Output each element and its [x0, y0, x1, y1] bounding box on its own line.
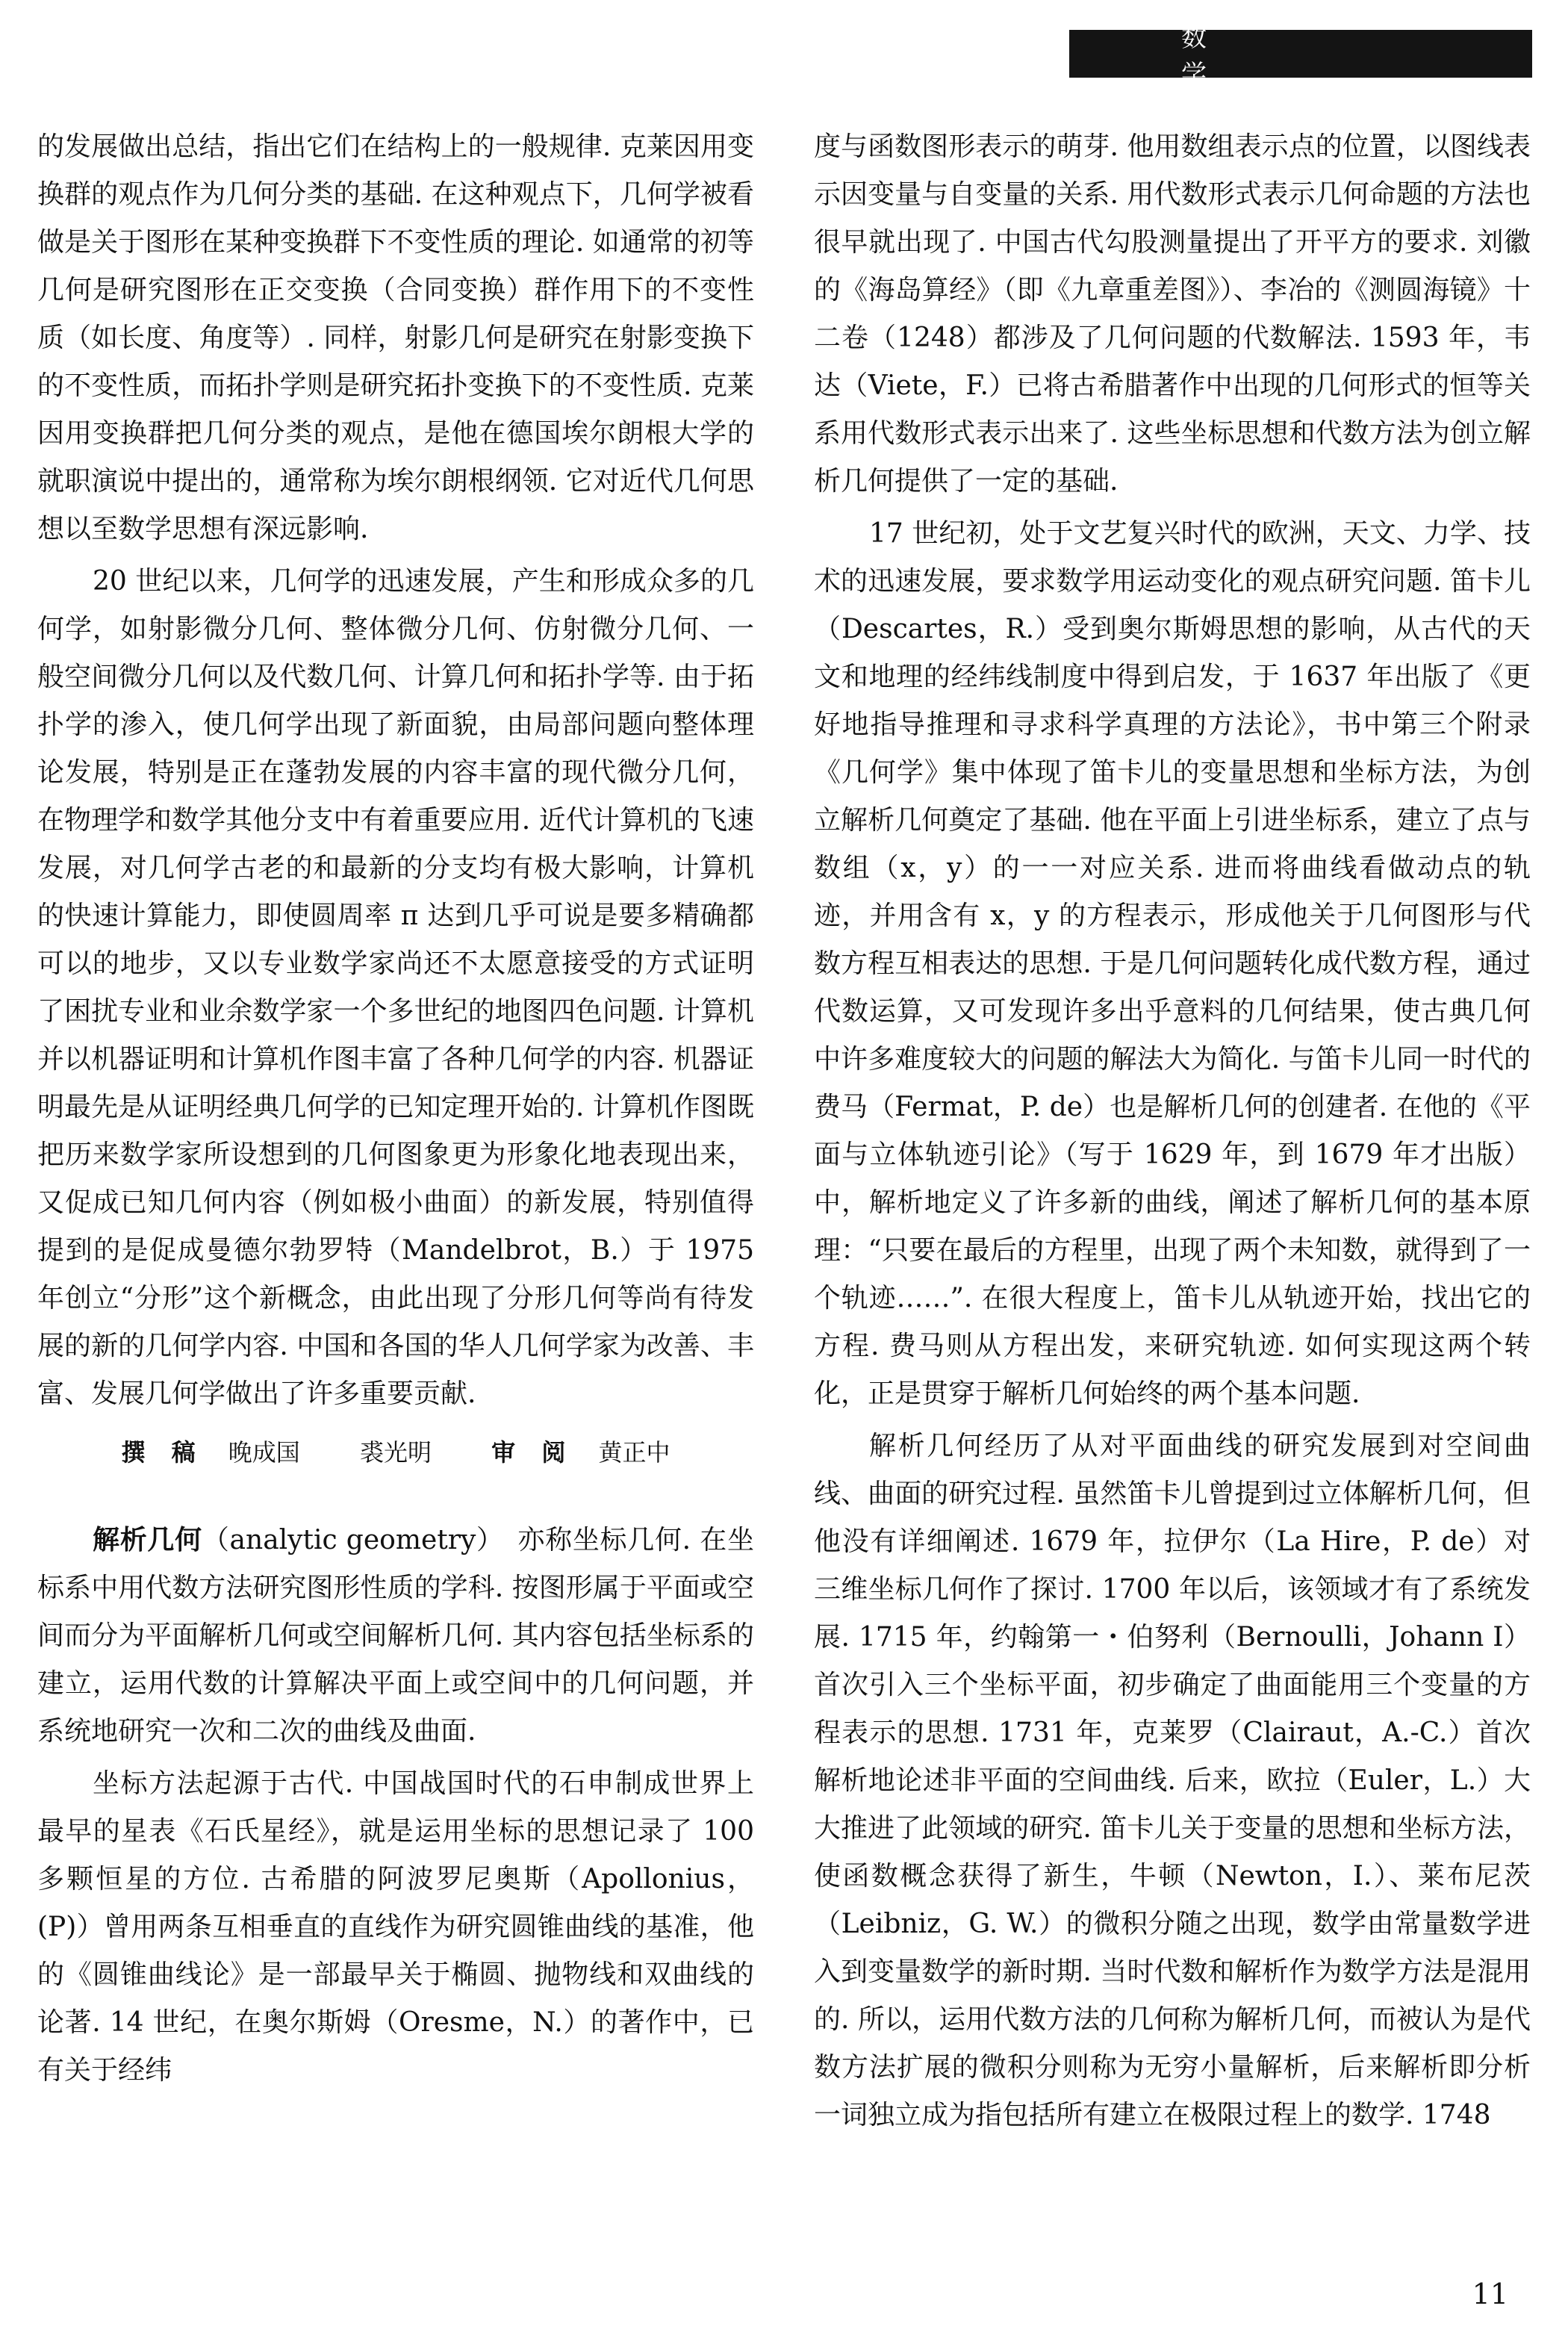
paragraph-20th-century: 20 世纪以来，几何学的迅速发展，产生和形成众多的几何学，如射影微分几何、整体微分几何、仿射微分几何、一般空间微分几何以及代数几何、计算几何和拓扑学等. 由于拓扑学的渗入，使几何学出现了新面貌，由局部问题向整体理论发展，特别是正在蓬勃发展的内容丰富的现代微分几何，在物理学和数学其他分支中有着重要应用. 近代计算机的飞速发展，对几何学古老的和最新的分支均有极大影响，计算机的快速计算能力，即使圆周率 π 达到几乎可说是要多精确都可以的地步，又以专业数学家尚还不太愿意接受的方式证明了困扰专业和业余数学家一个多世纪的地图四色问题. 计算机并以机器证明和计算机作图丰富了各种几何学的内容. 机器证明最先是从证明经典几何学的已知定理开始的. 计算机作图既把历来数学家所设想到的几何图象更为形象化地表现出来，又促成已知几何内容（例如极小曲面）的新发展，特别值得提到的是促成曼德尔勃罗特（Mandelbrot，B.）于 1975 年创立“分形”这个新概念，由此出现了分形几何等尚有待发展的新的几何学内容. 中国和各国的华人几何学家为改善、丰富、发展几何学做出了许多重要贡献. [37, 566, 754, 1409]
reviewer-name: 黄正中 [598, 1438, 671, 1467]
entry-title: 解析几何 [93, 1525, 202, 1555]
credits-line [37, 1429, 754, 1476]
author-name: 晚成国 [228, 1438, 300, 1467]
entry-intro-paragraph [37, 1517, 754, 1756]
right-column [814, 123, 1531, 2251]
section-title: 数 学 [1181, 23, 1456, 90]
paragraph-coordinate-origins: 坐标方法起源于古代. 中国战国时代的石申制成世界上最早的星表《石氏星经》，就是运用坐标的思想记录了 100 多颗恒星的方位. 古希腊的阿波罗尼奥斯（Apollonius，(P)）曾用两条互相垂直的直线作为研究圆锥曲线的基准，他的《圆锥曲线论》是一部最早关于椭圆、抛物线和双曲线的论著. 14 世纪，在奥尔斯姆（Oresme，N.）的著作中，已有关于经纬 [37, 1768, 754, 2086]
paragraph-continued: 的发展做出总结，指出它们在结构上的一般规律. 克莱因用变换群的观点作为几何分类的基础. 在这种观点下，几何学被看做是关于图形在某种变换群下不变性质的理论. 如通常的初等几何是研究图形在正交变换（合同变换）群作用下的不变性质（如长度、角度等）. 同样，射影几何是研究在射影变换下的不变性质，而拓扑学则是研究拓扑变换下的不变性质. 克莱因用变换群把几何分类的观点，是他在德国埃尔朗根大学的就职演说中提出的，通常称为埃尔朗根纲领. 它对近代几何思想以至数学思想有深远影响. [37, 131, 754, 544]
page-number: 11 [1472, 2278, 1508, 2310]
author-name: 裘光明 [359, 1438, 432, 1467]
entry-intro-text: （analytic geometry） 亦称坐标几何. 在坐标系中用代数方法研究图形性质的学科. 按图形属于平面或空间而分为平面解析几何或空间解析几何. 其内容包括坐标系的建立，运用代数的计算解决平面上或空间中的几何问题，并系统地研究一次和二次的曲线及曲面. [37, 1525, 754, 1747]
section-header-bar [1069, 23, 1532, 90]
left-column [37, 123, 754, 2251]
paragraph-17th-century: 17 世纪初，处于文艺复兴时代的欧洲，天文、力学、技术的迅速发展，要求数学用运动变化的观点研究问题. 笛卡儿（Descartes，R.）受到奥尔斯姆思想的影响，从古代的天文和地理的经纬线制度中得到启发，于 1637 年出版了《更好地指导推理和寻求科学真理的方法论》，书中第三个附录《几何学》集中体现了笛卡儿的变量思想和坐标方法，为创立解析几何奠定了基础. 他在平面上引进坐标系，建立了点与数组（x，y）的一一对应关系. 进而将曲线看做动点的轨迹，并用含有 x，y 的方程表示，形成他关于几何图形与代数方程互相表达的思想. 于是几何问题转化成代数方程，通过代数运算，又可发现许多出乎意料的几何结果，使古典几何中许多难度较大的问题的解法大为简化. 与笛卡儿同一时代的费马（Fermat，P. de）也是解析几何的创建者. 在他的《平面与立体轨迹引论》（写于 1629 年，到 1679 年才出版）中，解析地定义了许多新的曲线，阐述了解析几何的基本原理：“只要在最后的方程里，出现了两个未知数，就得到了一个轨迹……”. 在很大程度上，笛卡儿从轨迹开始，找出它的方程. 费马则从方程出发，来研究轨迹. 如何实现这两个转化，正是贯穿于解析几何始终的两个基本问题. [814, 518, 1531, 1409]
written-by-label: 撰 稿 [121, 1438, 205, 1467]
paragraph-spatial-geometry: 解析几何经历了从对平面曲线的研究发展到对空间曲线、曲面的研究过程. 虽然笛卡儿曾提到过立体解析几何，但他没有详细阐述. 1679 年，拉伊尔（La Hire，P. de）对三维坐标几何作了探讨. 1700 年以后，该领域才有了系统发展. 1715 年，约翰第一・伯努利（Bernoulli，Johann Ⅰ）首次引入三个坐标平面，初步确定了曲面能用三个变量的方程表示的思想. 1731 年，克莱罗（Clairaut，A.-C.）首次解析地论述非平面的空间曲线. 后来，欧拉（Euler，L.）大大推进了此领域的研究. 笛卡儿关于变量的思想和坐标方法，使函数概念获得了新生，牛顿（Newton，I.）、莱布尼茨（Leibniz，G. W.）的微积分随之出现，数学由常量数学进入到变量数学的新时期. 当时代数和解析作为数学方法是混用的. 所以，运用代数方法的几何称为解析几何，而被认为是代数方法扩展的微积分则称为无穷小量解析，后来解析即分析一词独立成为指包括所有建立在极限过程上的数学. 1748 [814, 1431, 1531, 2130]
paragraph-continued: 度与函数图形表示的萌芽. 他用数组表示点的位置，以图线表示因变量与自变量的关系. 用代数形式表示几何命题的方法也很早就出现了. 中国古代勾股测量提出了开平方的要求. 刘徽的《海岛算经》（即《九章重差图》）、李冶的《测圆海镜》十二卷（1248）都涉及了几何问题的代数解法. 1593 年，韦达（Viete，F.）已将古希腊著作中出现的几何形式的恒等关系用代数形式表示出来了. 这些坐标思想和代数方法为创立解析几何提供了一定的基础. [814, 131, 1531, 497]
reviewed-by-label: 审 阅 [491, 1438, 575, 1467]
